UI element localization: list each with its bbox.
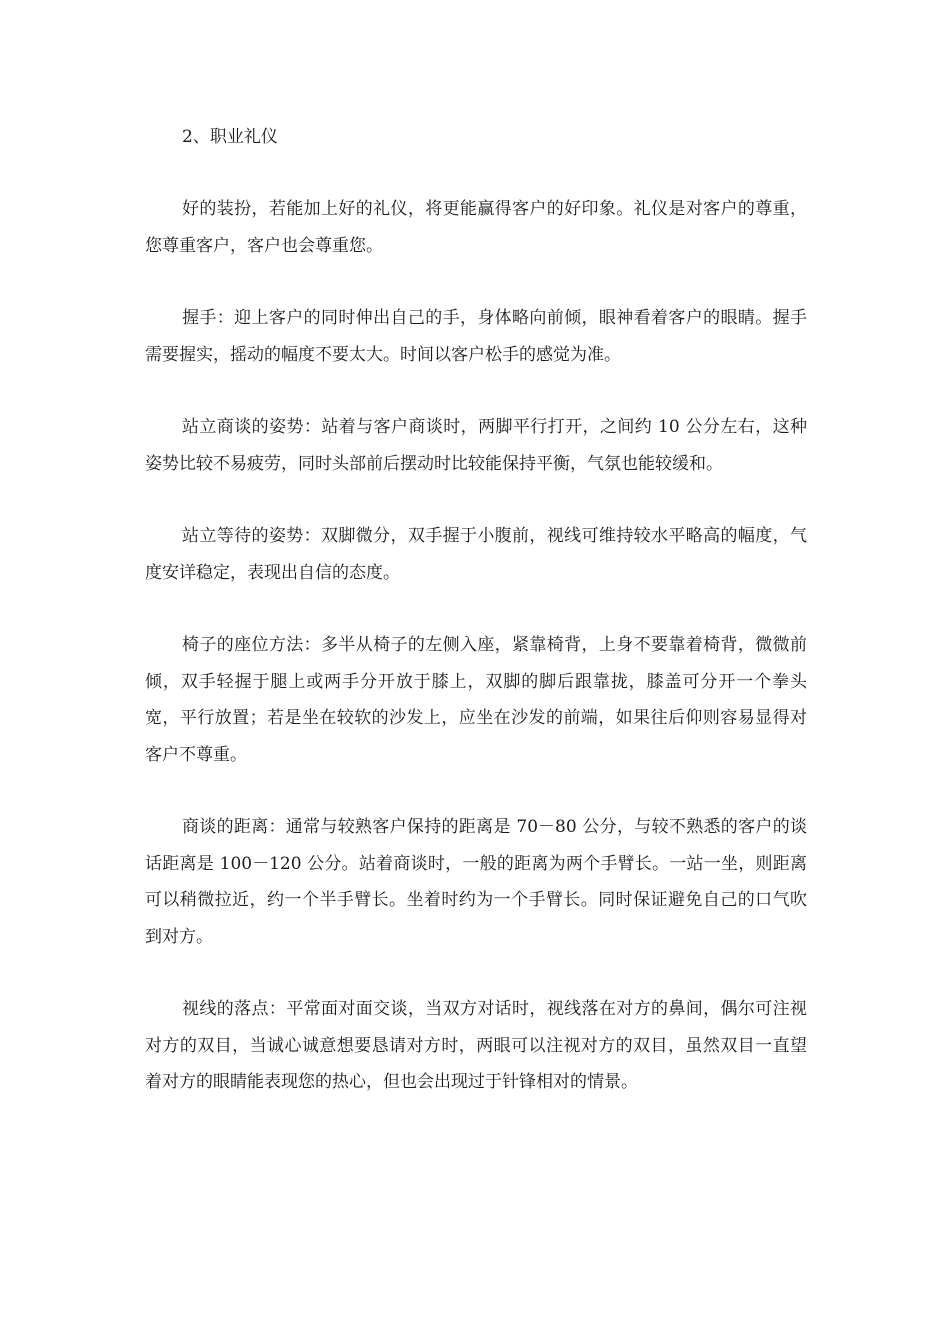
paragraph-standing-talk-posture: 站立商谈的姿势：站着与客户商谈时，两脚平行打开，之间约 10 公分左右，这种姿势比较不易疲劳，同时头部前后摆动时比较能保持平衡，气氛也能较缓和。	[145, 417, 807, 474]
document-body	[145, 119, 807, 1101]
paragraph-conversation-distance: 商谈的距离：通常与较熟客户保持的距离是 70－80 公分，与较不熟悉的客户的谈话距离是 100－120 公分。站着商谈时，一般的距离为两个手臂长。一站一坐，则距离可以稍微拉近，约一个半手臂长。坐着时约为一个手臂长。同时保证避免自己的口气吹到对方。	[145, 817, 807, 947]
paragraph-handshake: 握手：迎上客户的同时伸出自己的手，身体略向前倾，眼神看着客户的眼睛。握手需要握实，摇动的幅度不要太大。时间以客户松手的感觉为准。	[145, 308, 807, 365]
paragraph-gaze-point: 视线的落点：平常面对面交谈，当双方对话时，视线落在对方的鼻间，偶尔可注视对方的双目，当诚心诚意想要恳请对方时，两眼可以注视对方的双目，虽然双目一直望着对方的眼睛能表现您的热心，但也会出现过于针锋相对的情景。	[145, 999, 807, 1092]
paragraph-seating-method: 椅子的座位方法：多半从椅子的左侧入座，紧靠椅背，上身不要靠着椅背，微微前倾，双手轻握于腿上或两手分开放于膝上，双脚的脚后跟靠拢，膝盖可分开一个拳头宽，平行放置；若是坐在较软的沙发上，应坐在沙发的前端，如果往后仰则容易显得对客户不尊重。	[145, 635, 807, 765]
section-heading: 2、职业礼仪	[182, 127, 278, 147]
paragraph-standing-wait-posture: 站立等待的姿势：双脚微分，双手握于小腹前，视线可维持较水平略高的幅度，气度安详稳定，表现出自信的态度。	[145, 526, 807, 583]
paragraph-dressing-etiquette: 好的装扮，若能加上好的礼仪，将更能赢得客户的好印象。礼仪是对客户的尊重，您尊重客户，客户也会尊重您。	[145, 199, 807, 256]
